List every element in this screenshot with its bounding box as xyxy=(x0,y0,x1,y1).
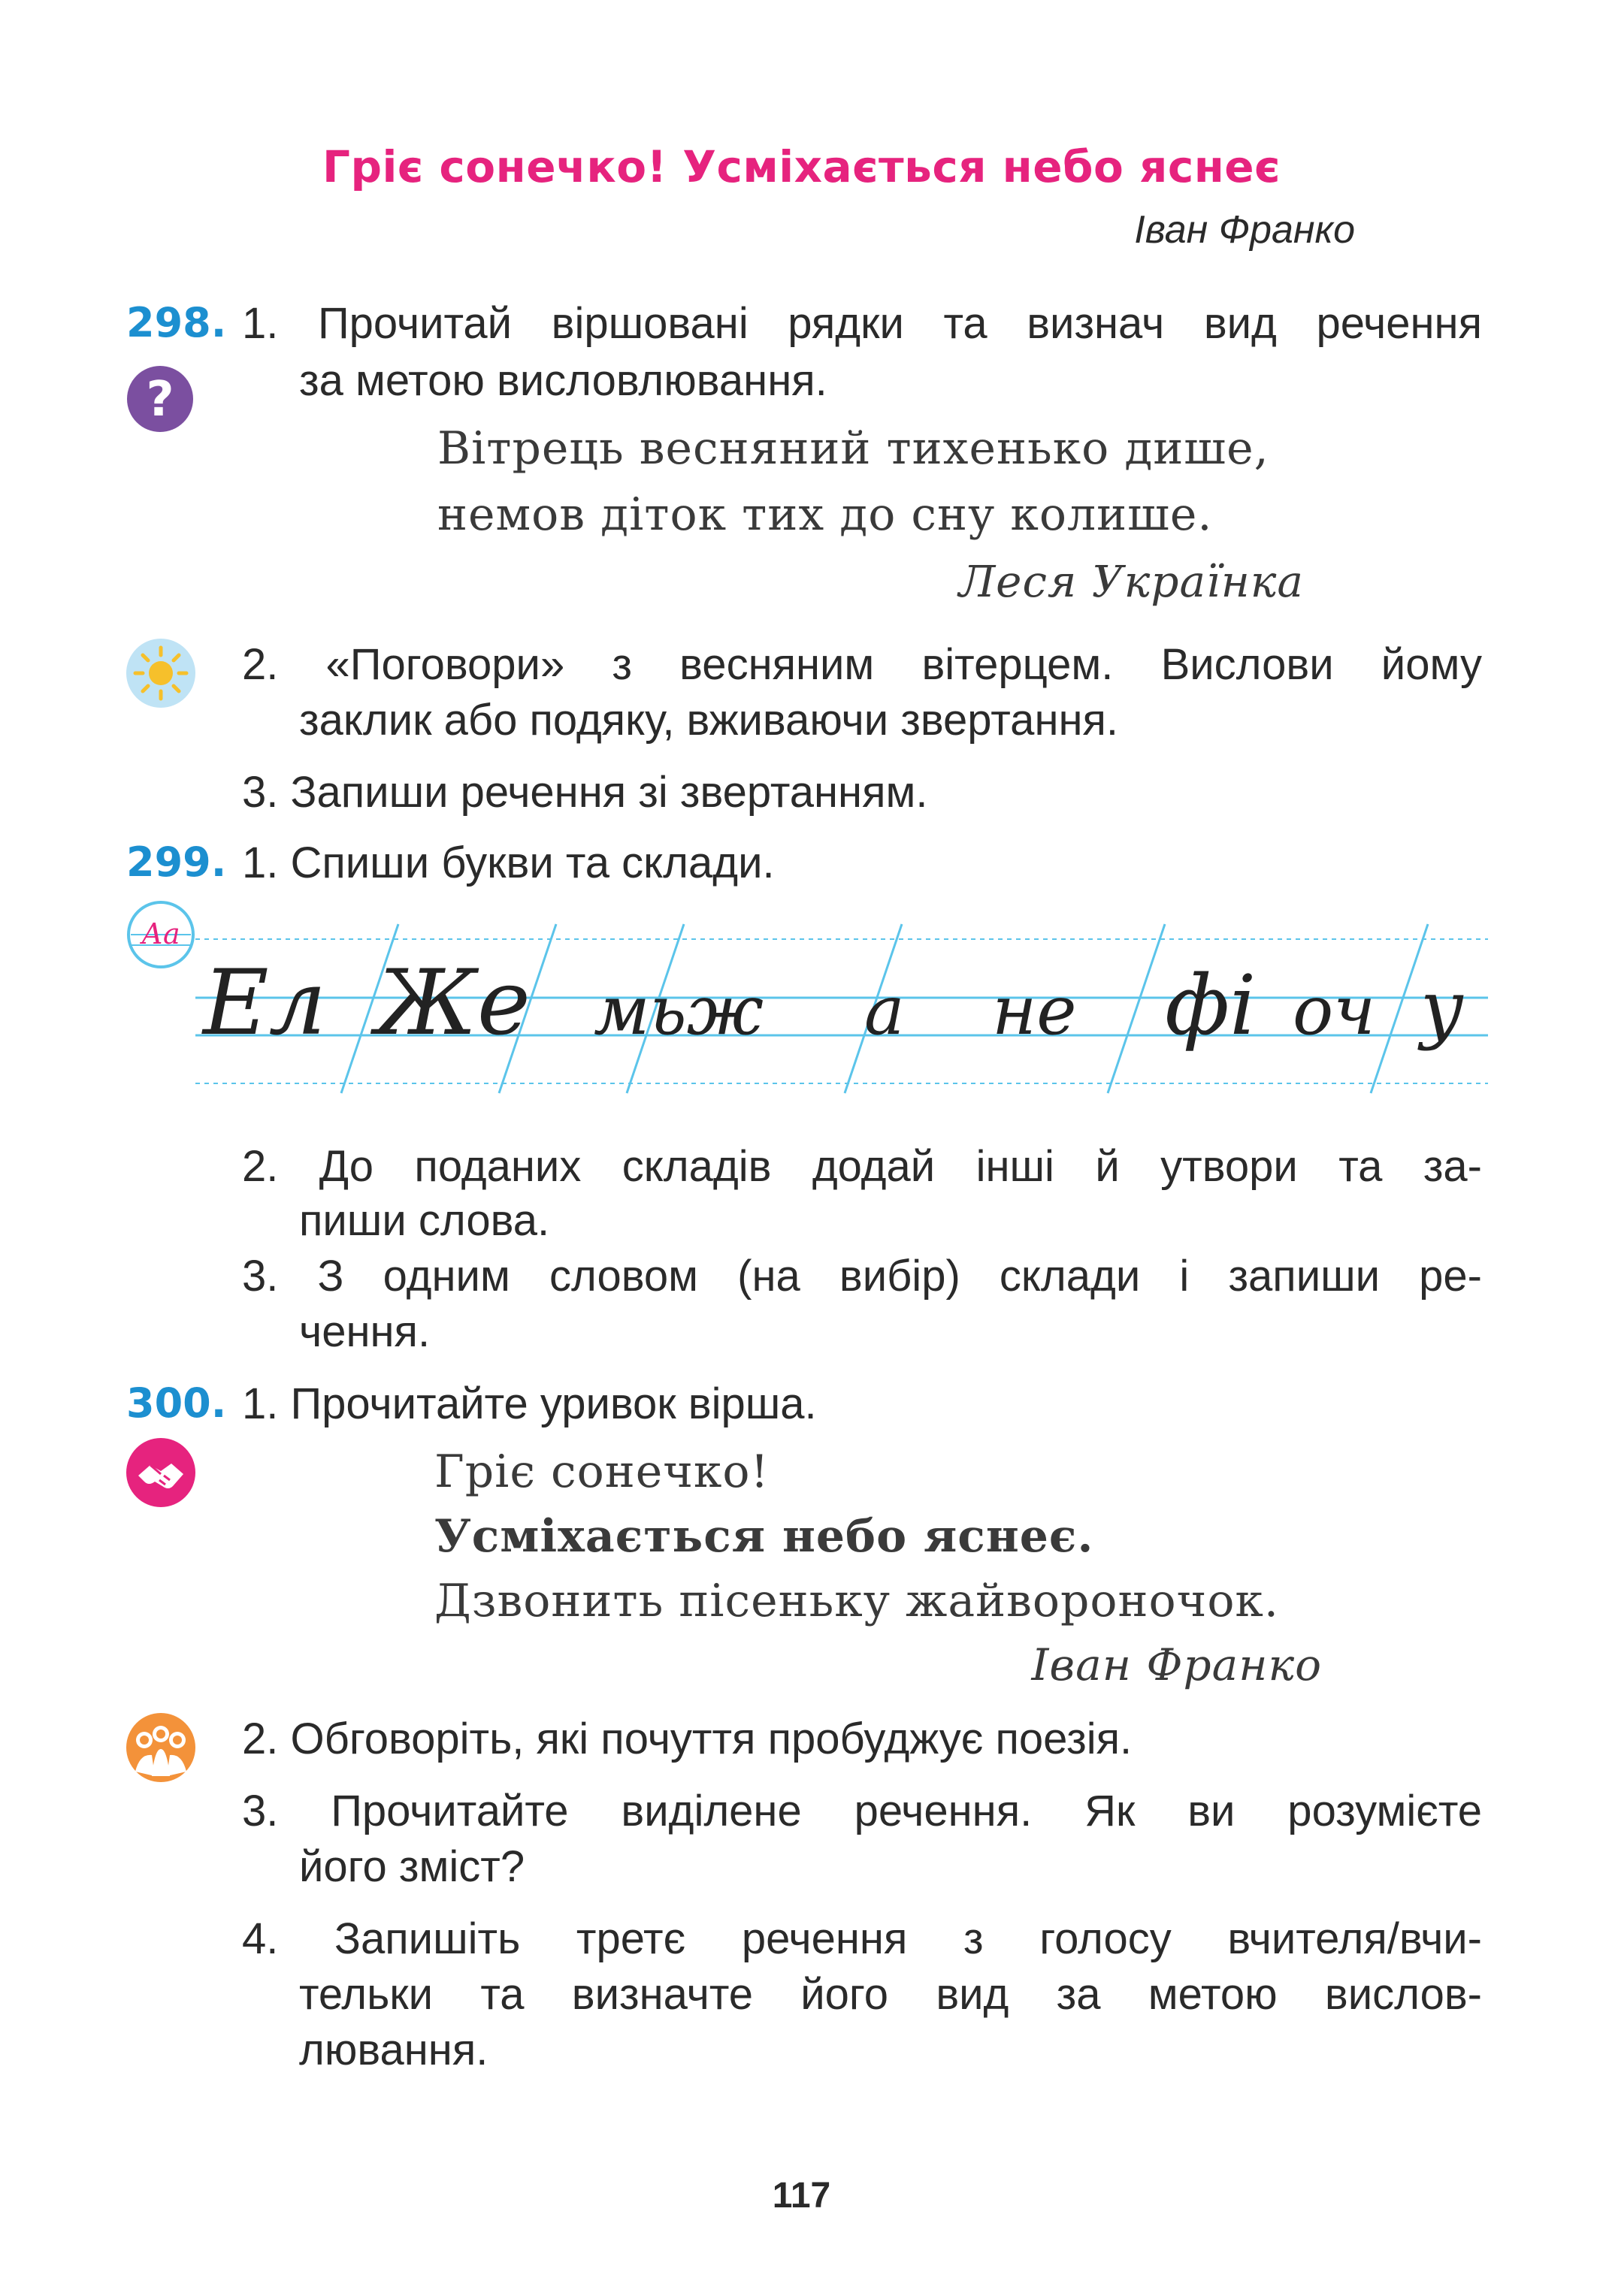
handwriting-practice-area xyxy=(188,909,1496,1104)
ex300-task3-line2: його зміст? xyxy=(299,1842,525,1891)
cursive-syllable: мьж xyxy=(594,971,764,1050)
page-title: Гріє сонечко! Усміхається небо яснеє xyxy=(322,141,1281,192)
exercise-number-298: 298. xyxy=(126,299,227,346)
ex300-poem-author: Іван Франко xyxy=(1031,1639,1322,1690)
ex300-task1: 1. Прочитайте уривок вірша. xyxy=(242,1379,817,1428)
cursive-syllable: у xyxy=(1420,964,1465,1052)
ex299-task2-line1: 2. До поданих складів додай інші й утвори та за- xyxy=(242,1142,1482,1191)
ex298-task1-line1: 1. Прочитай віршовані рядки та визнач вид речення xyxy=(242,299,1482,348)
ex299-task1: 1. Спиши букви та склади. xyxy=(242,838,775,887)
handshake-icon xyxy=(125,1437,197,1509)
ex300-task4-line2: тельки та визначте його вид за метою вислов- xyxy=(299,1970,1482,2019)
exercise-number-299: 299. xyxy=(126,838,227,886)
svg-text:?: ? xyxy=(146,372,174,427)
ex300-task2: 2. Обговоріть, які почуття пробуджує поезія. xyxy=(242,1714,1133,1763)
ex298-poem-line2: немов діток тих до сну колише. xyxy=(437,488,1213,541)
ex298-task1-line2: за метою висловлювання. xyxy=(299,356,827,405)
cursive-syllable: не xyxy=(992,971,1077,1050)
ex300-task4-line3: лювання. xyxy=(299,2026,488,2074)
ex300-task4-line1: 4. Запишіть третє речення з голосу вчителя/вчи- xyxy=(242,1914,1482,1963)
question-icon xyxy=(125,364,195,434)
cursive-syllable: оч xyxy=(1293,971,1376,1050)
ex300-poem-line3: Дзвонить пісеньку жайвороночок. xyxy=(434,1575,1280,1627)
title-author: Іван Франко xyxy=(1134,208,1355,252)
cursive-syllable: а xyxy=(864,971,905,1050)
cursive-syllable: Же xyxy=(376,951,531,1056)
page-number: 117 xyxy=(772,2176,831,2216)
ex300-poem-line1: Гріє сонечко! xyxy=(434,1446,770,1498)
exercise-number-300: 300. xyxy=(126,1379,227,1427)
ex298-poem-line1: Вітрець весняний тихенько дише, xyxy=(437,422,1269,475)
ex298-poem-author: Леся Українка xyxy=(958,556,1304,607)
ex299-task2-line2: пиши слова. xyxy=(299,1196,550,1245)
sun-icon xyxy=(125,637,197,709)
ex299-task3-line1: 3. З одним словом (на вибір) склади і запиши ре- xyxy=(242,1252,1482,1301)
cursive-syllable: Ел xyxy=(203,951,327,1056)
cursive-syllable: фі xyxy=(1165,957,1257,1053)
group-discussion-icon xyxy=(125,1711,197,1784)
handwriting-icon xyxy=(125,899,197,971)
ex298-task2-line1: 2. «Поговори» з весняним вітерцем. Вислови йому xyxy=(242,640,1482,689)
ex300-task3-line1: 3. Прочитайте виділене речення. Як ви розумієте xyxy=(242,1787,1482,1835)
ex298-task3: 3. Запиши речення зі звертанням. xyxy=(242,768,928,817)
ex298-task2-line2: заклик або подяку, вживаючи звертання. xyxy=(299,696,1119,745)
ex299-task3-line2: чення. xyxy=(299,1307,431,1356)
ex300-poem-line2-highlighted: Усміхається небо яснеє. xyxy=(434,1510,1094,1563)
svg-text:Аа: Аа xyxy=(141,917,180,950)
